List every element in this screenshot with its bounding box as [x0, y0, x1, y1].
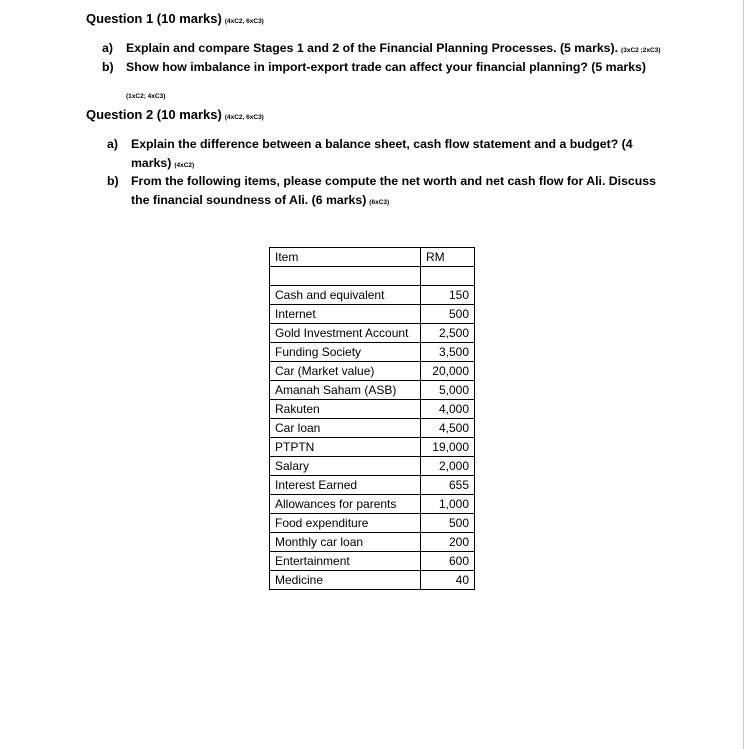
item-amount: 600 — [421, 552, 475, 571]
question-1a — [102, 39, 661, 60]
table-row — [270, 324, 475, 343]
item-name: Internet — [270, 305, 421, 324]
item-name: Food expenditure — [270, 514, 421, 533]
item-label: a) — [107, 137, 118, 151]
table-row — [270, 381, 475, 400]
empty-cell — [421, 267, 475, 286]
item-name: Amanah Saham (ASB) — [270, 381, 421, 400]
item-name: Cash and equivalent — [270, 286, 421, 305]
table-row — [270, 571, 475, 590]
item-name: Car loan — [270, 419, 421, 438]
table-row — [270, 495, 475, 514]
item-label: b) — [102, 60, 114, 74]
item-name: Salary — [270, 457, 421, 476]
item-amount: 20,000 — [421, 362, 475, 381]
table-row — [270, 286, 475, 305]
item-amount: 655 — [421, 476, 475, 495]
item-amount: 1,000 — [421, 495, 475, 514]
item-amount: 500 — [421, 305, 475, 324]
item-amount: 500 — [421, 514, 475, 533]
outcome-code: (3xC2 ;2xC3) — [621, 47, 661, 54]
header-rm: RM — [421, 248, 475, 267]
item-name: Entertainment — [270, 552, 421, 571]
table-row — [270, 305, 475, 324]
item-name: Monthly car loan — [270, 533, 421, 552]
items-table — [269, 247, 475, 590]
item-name: Medicine — [270, 571, 421, 590]
outcome-code: (4xC2) — [174, 162, 195, 169]
outcome-code: (4xC2, 6xC3) — [224, 114, 264, 121]
item-amount: 2,000 — [421, 457, 475, 476]
item-text: Show how imbalance in import-export trade can affect your financial planning? (5 marks) — [126, 60, 646, 74]
title-text: Question 2 (10 marks) — [86, 107, 222, 122]
table-row — [270, 457, 475, 476]
header-item: Item — [270, 248, 421, 267]
item-amount: 4,000 — [421, 400, 475, 419]
item-label: a) — [102, 41, 113, 55]
item-label: b) — [107, 174, 119, 188]
item-text: marks) — [131, 156, 172, 170]
question-2a — [107, 135, 633, 175]
item-name: Car (Market value) — [270, 362, 421, 381]
table-row — [270, 552, 475, 571]
outcome-code: (4xC2, 6xC3) — [224, 18, 264, 25]
item-amount: 2,500 — [421, 324, 475, 343]
table-row — [270, 362, 475, 381]
item-name: Interest Earned — [270, 476, 421, 495]
item-name: Gold Investment Account — [270, 324, 421, 343]
table-row — [270, 533, 475, 552]
item-name: Funding Society — [270, 343, 421, 362]
question-2-title — [86, 107, 264, 122]
question-1-title — [86, 11, 264, 26]
title-text: Question 1 (10 marks) — [86, 11, 222, 26]
item-text: Explain and compare Stages 1 and 2 of the Financial Planning Processes. (5 marks). — [126, 41, 619, 55]
table-row — [270, 514, 475, 533]
item-amount: 3,500 — [421, 343, 475, 362]
outcome-code: (1xC2; 4xC3) — [126, 93, 166, 100]
item-name: PTPTN — [270, 438, 421, 457]
item-amount: 4,500 — [421, 419, 475, 438]
item-text: From the following items, please compute the net worth and net cash flow for Ali. Discuss — [131, 174, 656, 188]
table-row — [270, 400, 475, 419]
item-name: Allowances for parents — [270, 495, 421, 514]
item-amount: 40 — [421, 571, 475, 590]
empty-cell — [270, 267, 421, 286]
empty-row — [270, 267, 475, 286]
item-text: the financial soundness of Ali. (6 marks) — [131, 193, 367, 207]
outcome-code: (6xC3) — [369, 199, 390, 206]
item-text: Explain the difference between a balance sheet, cash flow statement and a budget? (4 — [131, 137, 633, 151]
table-row — [270, 419, 475, 438]
item-amount: 19,000 — [421, 438, 475, 457]
item-amount: 5,000 — [421, 381, 475, 400]
question-2b — [107, 172, 656, 212]
item-amount: 150 — [421, 286, 475, 305]
table-row — [270, 438, 475, 457]
item-amount: 200 — [421, 533, 475, 552]
table-row — [270, 476, 475, 495]
table-header-row — [270, 248, 475, 267]
item-name: Rakuten — [270, 400, 421, 419]
table-row — [270, 343, 475, 362]
question-1b — [102, 58, 646, 77]
